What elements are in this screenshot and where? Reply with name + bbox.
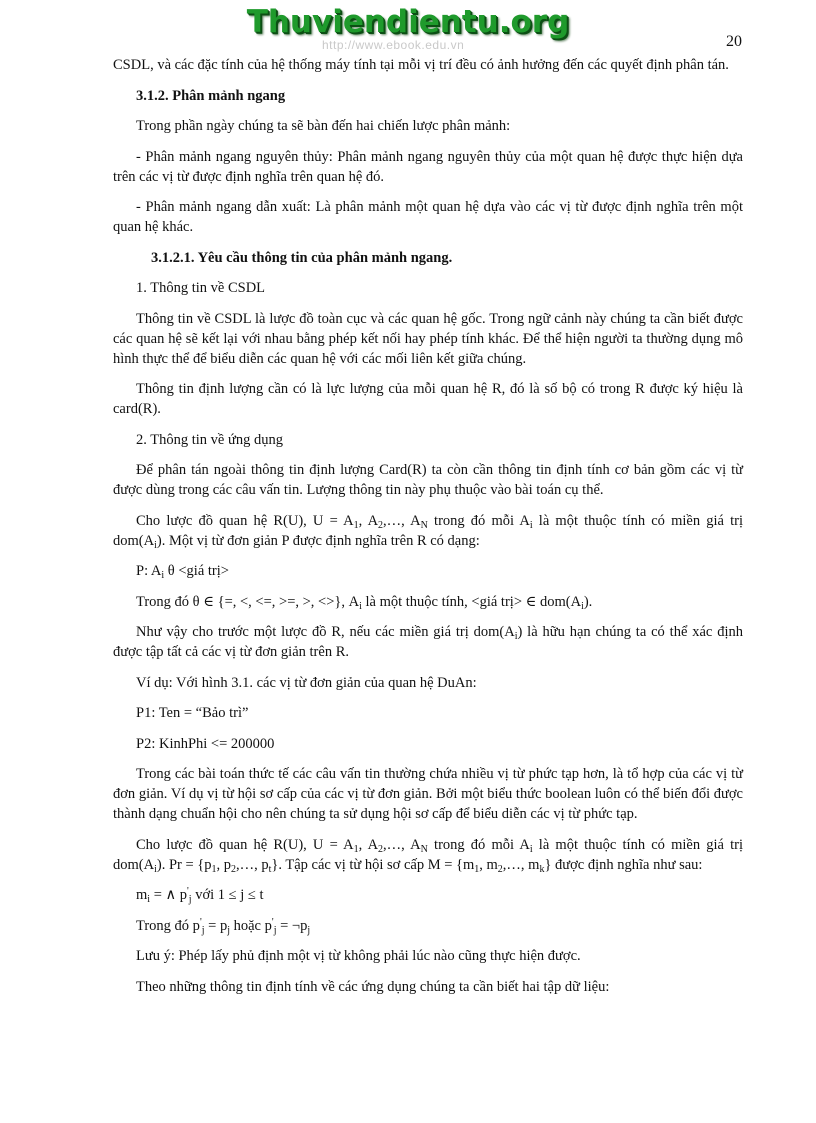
paragraph: Ví dụ: Với hình 3.1. các vị từ đơn giản của quan hệ DuAn: xyxy=(136,674,477,691)
formula-simple-predicate: P: $A_i$ θ <giá trị> xyxy=(136,563,229,581)
site-logo: Thuviendientu.org xyxy=(246,4,570,40)
paragraph: 1. Thông tin về CSDL xyxy=(136,280,266,296)
paragraph: CSDL, và các đặc tính của hệ thống máy tính tại mỗi vị trí đều có ảnh hưởng đến các quyết định phân tán. xyxy=(113,57,729,73)
formula-literal: Trong đó $p'_j = p_j$ hoặc $p'_j$ = $\neg p_j$ xyxy=(136,916,311,936)
paragraph-minterm-definition: Cho lược đồ quan hệ R(U), $U = A_1$, $A_2,\dots$, $A_N$ trong đó mỗi $A_i$ là một thuộc tính có miền giá trị $dom(A_i)$. $Pr = \{p_1$, $p_2,\dots$, $p_t$}. Tập các vị từ hội sơ cấp $M = \{m_1$, $m_2,\dots$, $m_k$} được định nghĩa như sau: xyxy=(113,836,744,875)
paragraph-note: Lưu ý: Phép lấy phủ định một vị từ không phải lúc nào cũng thực hiện được. xyxy=(136,948,581,964)
paragraph: 2. Thông tin về ứng dụng xyxy=(136,431,283,448)
paragraph: Thông tin định lượng cần có là lực lượng của mỗi quan hệ R, đó là số bộ có trong R được ký hiệu là card(R). xyxy=(113,381,743,417)
paragraph: Trong đó θ ∈ {=, <, <=, >=, >, <>}, $A_i$ là một thuộc tính, <giá trị> ∈ $dom(A_i)$. xyxy=(136,593,593,612)
subsection-heading: 3.1.2.1. Yêu cầu thông tin của phân mảnh ngang. xyxy=(151,249,453,266)
paragraph: - Phân mảnh ngang nguyên thủy: Phân mảnh ngang nguyên thủy của một quan hệ được thực hiện dựa trên các vị từ được định nghĩa trên quan hệ đó. xyxy=(113,148,743,185)
formula-minterm: $m_i$ = ∧ $p'_j$ với 1 ≤ j ≤ t xyxy=(136,886,264,905)
paragraph: Trong phần ngày chúng ta sẽ bàn đến hai chiến lược phân mảnh: xyxy=(136,118,511,134)
paragraph: Theo những thông tin định tính về các ứng dụng chúng ta cần biết hai tập dữ liệu: xyxy=(136,978,610,995)
paragraph: - Phân mảnh ngang dẫn xuất: Là phân mảnh một quan hệ dựa vào các vị từ được định nghĩa trên một quan hệ khác. xyxy=(113,199,743,235)
paragraph: Thông tin về CSDL là lược đồ toàn cục và các quan hệ gốc. Trong ngữ cảnh này chúng ta cần biết được các quan hệ sẽ kết lại với nhau bằng phép kết nối hay phép tính khác. Để thể hiện người ta thường dụng mô hình thực thể để biểu diễn các quan hệ với các mối liên kết giữa chúng. xyxy=(113,310,743,367)
formula-example-p2: P2: KinhPhi <= 200000 xyxy=(136,735,275,752)
watermark-url: http://www.ebook.edu.vn xyxy=(322,38,465,52)
paragraph: Để phân tán ngoài thông tin định lượng Card(R) ta còn cần thông tin định tính cơ bản gồm các vị từ được dùng trong các câu vấn tin. Lượng thông tin này phụ thuộc vào bài toán cụ thể. xyxy=(113,462,743,498)
document-body xyxy=(113,55,743,1007)
section-heading: 3.1.2. Phân mảnh ngang xyxy=(136,87,286,104)
page-number: 20 xyxy=(726,33,742,50)
paragraph-schema-definition: Cho lược đồ quan hệ R(U), $U = A_1$, $A_2,\dots$, $A_N$ trong đó mỗi $A_i$ là một thuộc tính có miền giá trị $dom(A_i)$. Một vị từ đơn giản P được định nghĩa trên R có dạng: xyxy=(113,512,744,551)
formula-example-p1: P1: Ten = “Bảo trì” xyxy=(136,705,249,721)
paragraph: Trong các bài toán thức tế các câu vấn tin thường chứa nhiều vị từ phức tạp hơn, là tổ hợp của các vị từ đơn giản. Ví dụ vị từ hội sơ cấp của các vị từ đơn giản. Bởi một biểu thức boolean luôn có thể biến đổi được thành dạng chuẩn hội cho nên chúng ta sử dụng hội sơ cấp để biểu diễn các vị từ phức tạp. xyxy=(113,766,743,822)
paragraph: Như vậy cho trước một lược đồ R, nếu các miền giá trị $dom(A_i)$ là hữu hạn chúng ta có thể xác định được tập tất cả các vị từ đơn giản trên R. xyxy=(113,624,744,660)
